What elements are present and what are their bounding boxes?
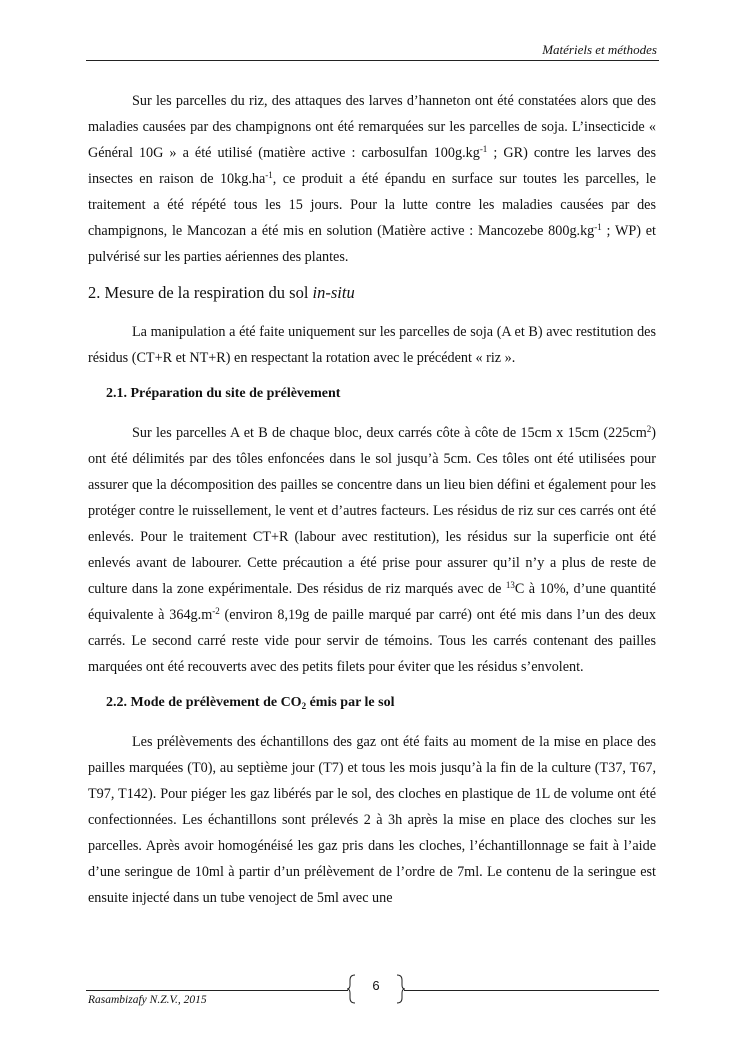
paragraph-co2-sampling: Les prélèvements des échantillons des gaz ont été faits au moment de la mise en place des pailles marquées (T0), au septième jour (T7) et tous les mois jusqu’à la fin de la culture (T37, T67, T97, T142). Pour piéger les gaz libérés par le sol, des cloches en plastique de 1L de volume ont été confectionnées. Les échantillons sont prélevés 2 à 3h après la mise en place des cloches sur les parcelles. Après avoir homogénéisé les gaz pris dans les cloches, l’échantillonnage se fait à l’aide d’une seringue de 10ml à partir d’un prélèvement de l’ordre de 7ml. Le contenu de la seringue est ensuite injecté dans un tube venoject de 5ml avec une: [88, 734, 656, 906]
page-number: 6: [372, 978, 380, 993]
section-2-heading: 2. Mesure de la respiration du sol in-situ: [88, 283, 355, 302]
page-body: [88, 88, 656, 911]
footer-author: Rasambizafy N.Z.V., 2015: [88, 994, 207, 1006]
header-divider: [86, 60, 659, 61]
paragraph-soil-respiration-intro: La manipulation a été faite uniquement sur les parcelles de soja (A et B) avec restitution des résidus (CT+R et NT+R) en respectant la rotation avec le précédent « riz ».: [88, 324, 656, 366]
footer-divider-right: [404, 990, 659, 991]
running-header-title: Matériels et méthodes: [542, 42, 657, 57]
paragraph-site-preparation: Sur les parcelles A et B de chaque bloc, deux carrés côte à côte de 15cm x 15cm $(225cm^2)$ ont été délimités par des tôles enfoncées dans le sol jusqu’à 5cm. Ces tôles ont été utilisées pour assurer que la décomposition des pailles se concentre dans un lieu bien défini et également pour les protéger contre le ruissellement, le vent et d’autres facteurs. Les résidus de riz sur ces carrés ont été enlevés. Pour le traitement CT+R (labour avec restitution), les résidus sur la superficie ont été enlevés avant de labourer. Cette précaution a été prise pour assurer qu’il n’y a plus de reste de culture dans la zone expérimentale. Des résidus de riz marqués avec de $^{13}$C à 10%, d’une quantité équivalente à $364g.m^{-2}$ (environ 8,19g de paille marqué par carré) ont été mis dans l’un des deux carrés. Le second carré reste vide pour servir de témoins. Tous les carrés contenant des pailles marquées ont été recouverts avec des petits filets pour éviter que les résidus s’envolent.: [88, 424, 656, 675]
paragraph-pest-control: Sur les parcelles du riz, des attaques des larves d’hanneton ont été constatées alors que des maladies causées par des champignons ont été remarquées sur les parcelles de soja. L’insecticide « Général 10G » a été utilisé (matière active : carbosulfan $100g.kg^{-1}$ ; GR) contre les larves des insectes en raison de $10kg.ha^{-1}$, ce produit a été épandu en surface sur toutes les parcelles, le traitement a été répété tous les 15 jours. Pour la lutte contre les maladies causées par des champignons, le Mancozan a été mis en solution (Matière active : Mancozebe $800g.kg^{-1}$ ; WP) et pulvérisé sur les parties aériennes des plantes.: [88, 93, 657, 265]
subsection-2-2-heading: 2.2. Mode de prélèvement de $CO_2$ émis par le sol: [106, 695, 395, 711]
subsection-2-1-heading: 2.1. Préparation du site de prélèvement: [106, 386, 341, 401]
footer-divider-left: [86, 990, 348, 991]
